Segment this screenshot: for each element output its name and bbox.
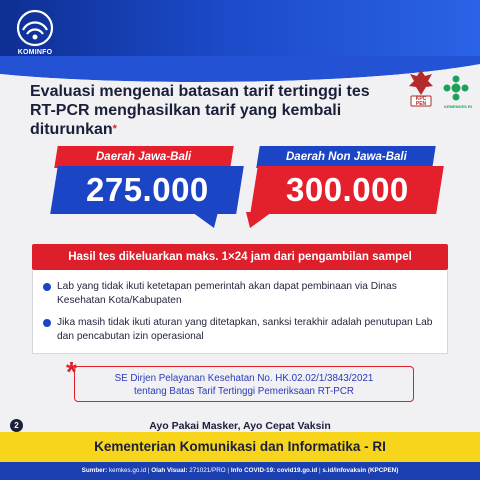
kemenkes-icon (442, 74, 470, 102)
info-body (32, 270, 448, 354)
source-label: Sumber: (81, 467, 108, 474)
vaksin-value: s.id/infovaksin (KPCPEN) (322, 467, 399, 474)
note-line-2: tentang Batas Tarif Tertinggi Pemeriksaan RT-PCR (134, 386, 354, 397)
note-asterisk: * (66, 356, 77, 387)
footer-ministry: Kementerian Komunikasi dan Informatika - RI (0, 432, 480, 462)
title-text: Evaluasi mengenai batasan tarif tertinggi tes RT-PCR menghasilkan tarif yang kembali diturunkan (30, 83, 370, 138)
price-label-text: Daerah Non Jawa-Bali (285, 151, 407, 163)
bullet-dot-icon (43, 319, 51, 327)
bullet-dot-icon (43, 283, 51, 291)
price-value-text: 275.000 (85, 171, 209, 208)
price-value-text: 300.000 (285, 171, 409, 208)
badge-right-label: KEMENKES RI (444, 104, 472, 109)
title-asterisk: * (112, 123, 117, 135)
info-header: Hasil tes dikeluarkan maks. 1×24 jam dari pengambilan sampel (32, 244, 448, 270)
bullet-text: Lab yang tidak ikuti ketetapan pemerintah akan dapat pembinaan via Dinas Kesehatan Kota/Kabupaten (57, 281, 397, 306)
price-card-non-jawa-bali (244, 146, 440, 228)
bullet-text: Jika masih tidak ikuti aturan yang ditetapkan, sanksi terakhir adalah penutupan Lab dan pencabutan izin operasional (57, 317, 433, 342)
info-value: covid19.go.id (277, 467, 318, 474)
partner-badges (404, 68, 478, 118)
badge-left-label: KPC PEN (415, 96, 427, 107)
price-card-jawa-bali (40, 146, 236, 228)
price-label-text: Daerah Jawa-Bali (96, 151, 192, 163)
page-number: 2 (10, 419, 23, 432)
regulation-note (74, 366, 414, 402)
source-value: kemkes.go.id (108, 467, 147, 474)
info-bullet (43, 316, 439, 344)
logo-text: KOMINFO (17, 49, 53, 56)
visual-value: 271021/PRO (189, 467, 226, 474)
price-card-tail (246, 212, 272, 228)
price-card-label (54, 146, 233, 168)
price-card-value (50, 166, 244, 214)
footer-credits: Sumber: kemkes.go.id | Olah Visual: 271021/PRO | Info COVID-19: covid19.go.id | s.id/infovaksin (KPCPEN) (0, 462, 480, 480)
price-card-label (256, 146, 435, 168)
price-card-value (250, 166, 444, 214)
price-card-tail (192, 212, 218, 228)
page-title (30, 82, 380, 139)
slogan: Ayo Pakai Masker, Ayo Cepat Vaksin (149, 420, 331, 432)
info-bullet (43, 280, 439, 308)
visual-label: Olah Visual: (151, 467, 188, 474)
note-line-1: SE Dirjen Pelayanan Kesehatan No. HK.02.02/1/3843/2021 (114, 373, 374, 384)
info-label: Info COVID-19: (230, 467, 276, 474)
